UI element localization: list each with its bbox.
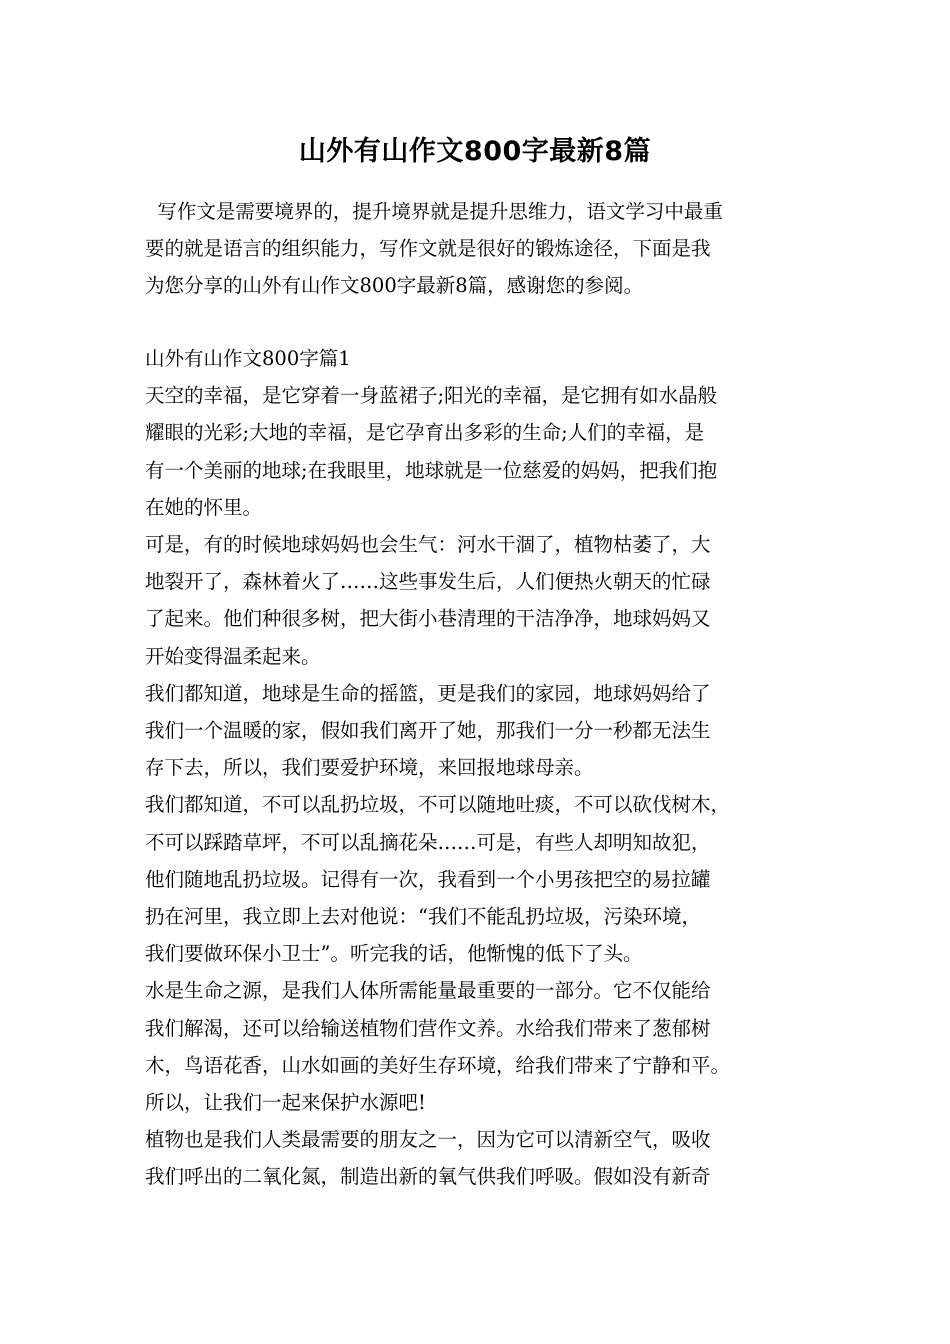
body-line: 所以，让我们一起来保护水源吧! (145, 1091, 426, 1115)
body-line: 天空的幸福，是它穿着一身蓝裙子;阳光的幸福，是它拥有如水晶般 (145, 384, 718, 408)
body-line: 开始变得温柔起来。 (145, 644, 321, 668)
body-line: 我们解渴，还可以给输送植物们营作文养。水给我们带来了葱郁树 (145, 1016, 711, 1040)
body-line: 植物也是我们人类最需要的朋友之一，因为它可以清新空气，吸收 (145, 1128, 711, 1152)
body-line: 我们要做环保小卫士”。听完我的话，他惭愧的低下了头。 (145, 942, 643, 966)
body-line: 地裂开了，森林着火了……这些事发生后，人们便热火朝天的忙碌 (145, 570, 711, 594)
body-line: 我们呼出的二氧化氮，制造出新的氧气供我们呼吸。假如没有新奇 (145, 1165, 711, 1189)
intro-line: 写作文是需要境界的，提升境界就是提升思维力，语文学习中最重 (145, 200, 723, 223)
body-line: 他们随地乱扔垃圾。记得有一次，我看到一个小男孩把空的易拉罐 (145, 867, 711, 891)
body-line: 存下去，所以，我们要爱护环境，来回报地球母亲。 (145, 756, 594, 780)
document-title: 山外有山作文800字最新8篇 (298, 136, 652, 167)
essay-body (145, 340, 825, 1196)
body-line: 我们都知道，不可以乱扔垃圾，不可以随地吐痰，不可以砍伐树木， (145, 793, 731, 817)
body-line: 可是，有的时候地球妈妈也会生气：河水干涸了，植物枯萎了，大 (145, 533, 711, 557)
body-line: 不可以踩踏草坪，不可以乱摘花朵……可是，有些人却明知故犯， (145, 830, 711, 854)
body-line: 扔在河里，我立即上去对他说：“我们不能乱扔垃圾，污染环境， (145, 905, 701, 929)
intro-line: 为您分享的山外有山作文800字最新8篇，感谢您的参阅。 (145, 274, 644, 297)
intro-line: 要的就是语言的组织能力，写作文就是很好的锻炼途径，下面是我 (145, 237, 711, 260)
body-line: 在她的怀里。 (145, 495, 263, 519)
body-line: 我们都知道，地球是生命的摇篮，更是我们的家园，地球妈妈给了 (145, 681, 711, 705)
body-line: 木，鸟语花香，山水如画的美好生存环境，给我们带来了宁静和平。 (145, 1053, 731, 1077)
section-heading: 山外有山作文800字篇1 (145, 347, 351, 370)
intro-paragraph (145, 193, 810, 304)
body-line: 了起来。他们种很多树，把大街小巷清理的干洁净净，地球妈妈又 (145, 607, 711, 631)
body-line: 水是生命之源，是我们人体所需能量最重要的一部分。它不仅能给 (145, 979, 711, 1003)
body-line: 有一个美丽的地球;在我眼里，地球就是一位慈爱的妈妈，把我们抱 (145, 458, 718, 482)
body-line: 耀眼的光彩;大地的幸福，是它孕育出多彩的生命;人们的幸福，是 (145, 421, 705, 445)
body-line: 我们一个温暖的家，假如我们离开了她，那我们一分一秒都无法生 (145, 719, 711, 743)
